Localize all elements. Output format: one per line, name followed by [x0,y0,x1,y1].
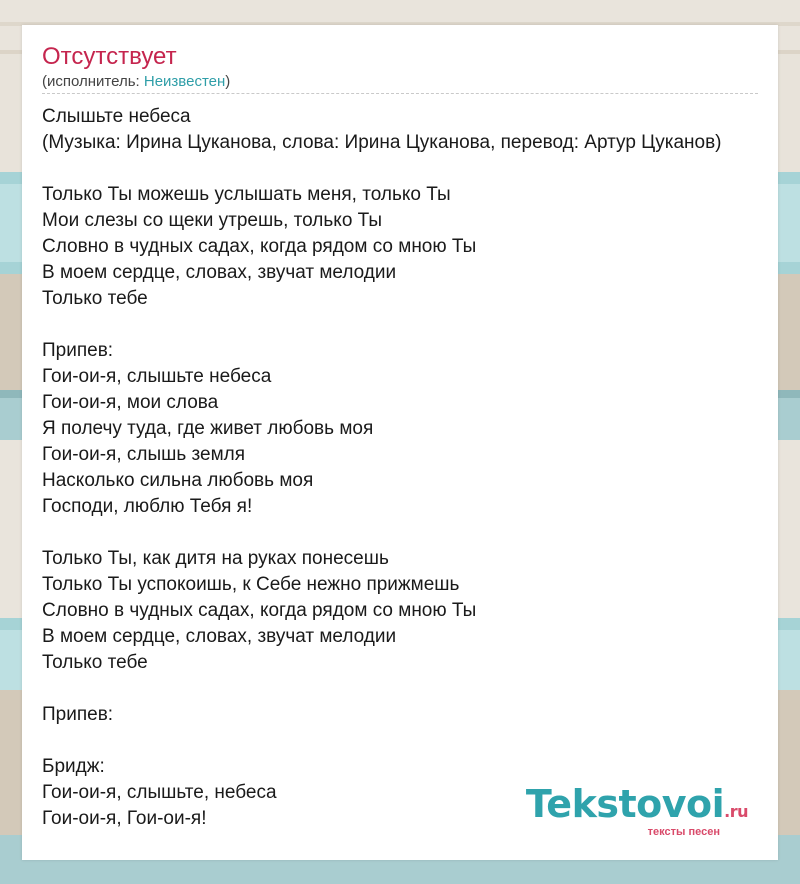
lyric-line: (Музыка: Ирина Цуканова, слова: Ирина Цуканова, перевод: Артур Цуканов) [42,132,722,153]
lyric-line: Слышьте небеса [42,106,191,127]
lyrics-card [22,25,778,860]
artist-line [42,73,230,91]
lyric-line: Гои-ои-я, Гои-ои-я! [42,808,207,829]
artist-suffix: ) [225,73,231,90]
lyric-line: Я полечу туда, где живет любовь моя [42,418,374,439]
artist-prefix: (исполнитель: [42,73,144,90]
lyric-line: Словно в чудных садах, когда рядом со мною Ты [42,600,477,621]
lyric-line: Только тебе [42,652,148,673]
logo-tld: .ru [724,802,748,821]
lyric-line: В моем сердце, словах, звучат мелодии [42,262,397,283]
lyric-line: Словно в чудных садах, когда рядом со мною Ты [42,236,477,257]
lyrics-text [42,104,770,832]
lyric-line: Припев: [42,340,114,361]
lyric-line [42,156,770,182]
site-logo[interactable] [526,784,748,838]
lyric-line: Насколько сильна любовь моя [42,470,314,491]
lyric-line: Только тебе [42,288,148,309]
song-title: Отсутствует [42,43,177,70]
logo-tagline: тексты песен [647,826,720,838]
lyric-line: Гои-ои-я, мои слова [42,392,219,413]
lyric-line: Мои слезы со щеки утрешь, только Ты [42,210,383,231]
lyric-line: Гои-ои-я, слышьте небеса [42,366,272,387]
lyric-line: Только Ты, как дитя на руках понесешь [42,548,389,569]
lyric-line: Гои-ои-я, слышьте, небеса [42,782,277,803]
lyric-line: Гои-ои-я, слышь земля [42,444,246,465]
lyric-line: В моем сердце, словах, звучат мелодии [42,626,397,647]
lyric-line: Только Ты успокоишь, к Себе нежно прижмешь [42,574,460,595]
lyric-line [42,728,770,754]
lyric-line [42,312,770,338]
lyric-line [42,520,770,546]
lyric-line: Бридж: [42,756,105,777]
lyric-line: Припев: [42,704,114,725]
lyric-line: Господи, люблю Тебя я! [42,496,253,517]
artist-link[interactable]: Неизвестен [143,73,226,90]
lyric-line [42,676,770,702]
divider [42,93,758,94]
lyric-line: Только Ты можешь услышать меня, только Ты [42,184,451,205]
logo-name: Tekstovoi [525,782,725,826]
